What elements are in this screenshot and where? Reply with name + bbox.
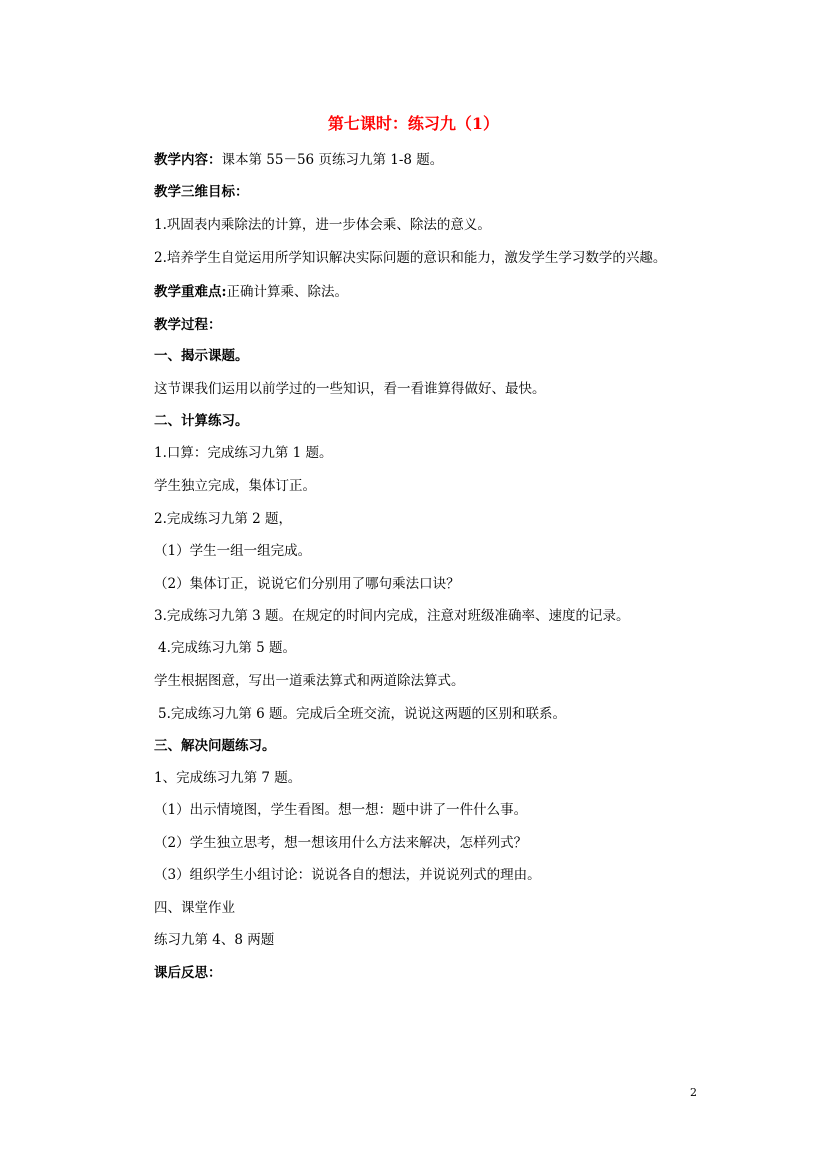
paragraph: 这节课我们运用以前学过的一些知识，看一看谁算得做好、最快。 (154, 381, 546, 397)
teaching-content-text: 课本第 55－56 页练习九第 1-8 题。 (221, 152, 444, 168)
goal-item: 1.巩固表内乘除法的计算，进一步体会乘、除法的意义。 (154, 217, 491, 233)
sub-list-item: （1）学生一组一组完成。 (154, 543, 312, 559)
teaching-content-line (154, 151, 443, 169)
section-heading: 一、揭示课题。 (154, 348, 249, 364)
list-item: 1、完成练习九第 7 题。 (154, 770, 302, 786)
goals-heading: 教学三维目标： (154, 184, 249, 200)
paragraph: 练习九第 4、8 两题 (154, 932, 275, 948)
section-heading: 三、解决问题练习。 (154, 738, 276, 754)
list-item: 2.完成练习九第 2 题， (154, 511, 293, 527)
list-item: 4.完成练习九第 5 题。 (158, 640, 297, 656)
section-heading: 二、计算练习。 (154, 413, 249, 429)
sub-list-item: （2）学生独立思考，想一想该用什么方法来解决，怎样列式？ (154, 835, 528, 851)
key-points-text: 正确计算乘、除法。 (226, 284, 348, 300)
paragraph: 学生根据图意，写出一道乘法算式和两道除法算式。 (154, 673, 465, 689)
key-points-line (154, 283, 348, 301)
list-item: 5.完成练习九第 6 题。完成后全班交流，说说这两题的区别和联系。 (158, 706, 567, 722)
lesson-title: 第七课时：练习九（1） (327, 114, 500, 133)
page-number: 2 (690, 1086, 697, 1099)
sub-list-item: （2）集体订正，说说它们分别用了哪句乘法口诀？ (154, 576, 460, 592)
teaching-content-label: 教学内容： (154, 152, 222, 168)
section-heading: 四、课堂作业 (154, 900, 235, 916)
paragraph: 学生独立完成，集体订正。 (154, 478, 316, 494)
sub-list-item: （3）组织学生小组讨论：说说各自的想法，并说说列式的理由。 (154, 867, 541, 883)
goal-item: 2.培养学生自觉运用所学知识解决实际问题的意识和能力，激发学生学习数学的兴趣。 (154, 250, 667, 266)
list-item: 3.完成练习九第 3 题。在规定的时间内完成，注意对班级准确率、速度的记录。 (154, 608, 630, 624)
reflection-heading: 课后反思： (154, 965, 222, 981)
sub-list-item: （1）出示情境图，学生看图。想一想：题中讲了一件什么事。 (154, 802, 528, 818)
key-points-label: 教学重难点: (154, 284, 227, 300)
list-item: 1.口算：完成练习九第 1 题。 (154, 445, 333, 461)
process-heading: 教学过程： (154, 317, 222, 333)
